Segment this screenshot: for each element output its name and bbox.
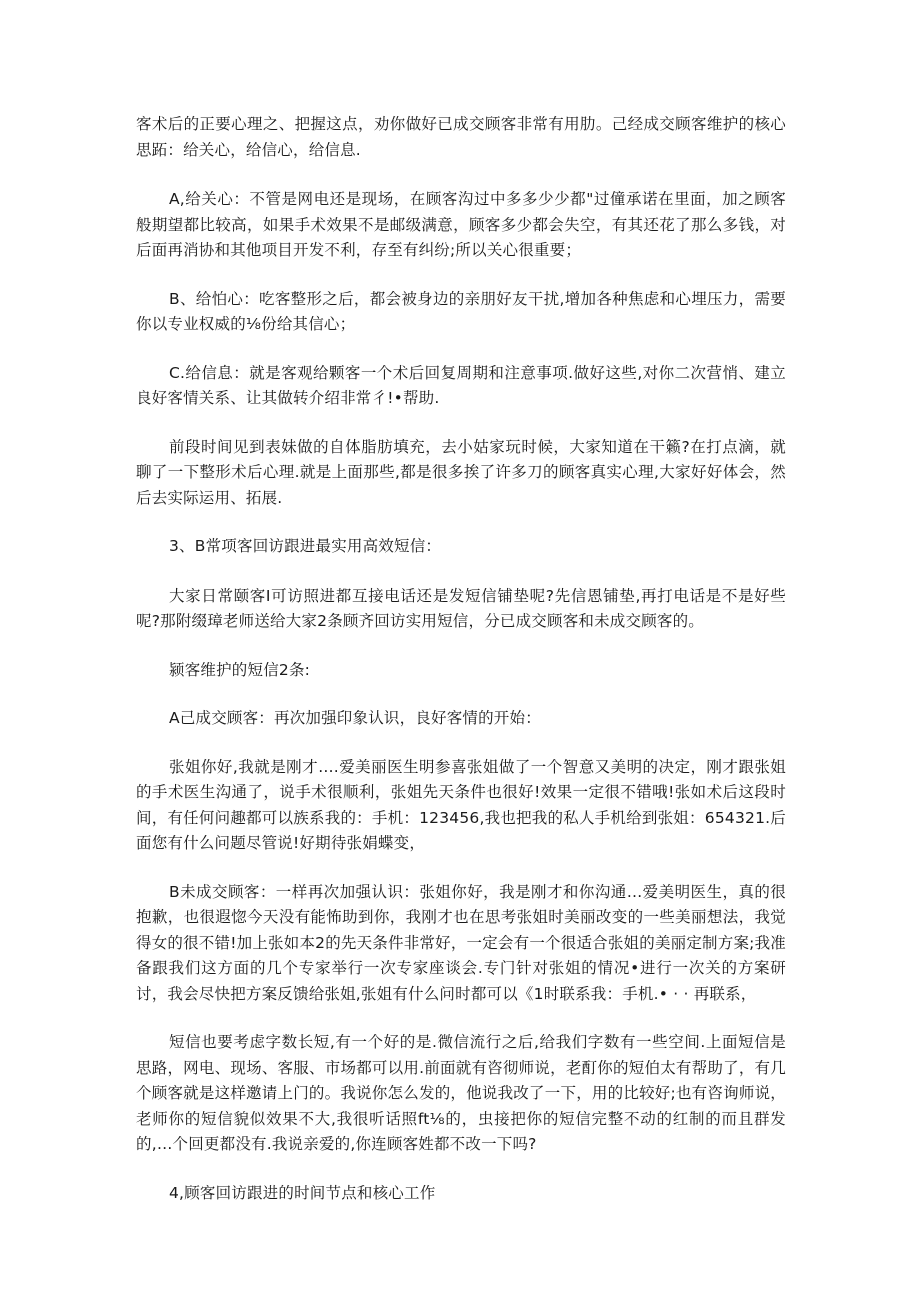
paragraph-sms-intro: 大家日常颐客I可访照进都互接电话还是发短信铺垫呢?先信恩铺垫,再打电话是不是好些呢?那附缀璋老师送给大家2条顾齐回访实用短信，分已成交顾客和未成交顾客的。: [136, 586, 786, 630]
paragraph-sms-count: 颍客维护的短信2条:: [169, 660, 311, 679]
section-heading-3: 3、B常项客回访跟进最实用高效短信：: [169, 537, 442, 555]
paragraph-give-confidence: B、给怕心：吃客整形之后，都会被身边的亲朋好友干扰,增加各种焦虑和心埋压力，需要你以专业权威的⅛份给其信心；: [136, 289, 786, 333]
paragraph-intro: 客术后的正要心理之、把握这点，劝你做好已成交顾客非常有用肋。己经成交顾客维护的核心思跖：给关心，给信心，给信息.: [136, 115, 786, 159]
section-heading-4: 4,顾客回访跟进的时间节点和核心工作: [169, 1183, 436, 1202]
paragraph-anecdote: 前段时间见到表妹做的自体脂肪填充，去小姑家玩时候，大家知道在干籁?在打点滴，就聊了一下整形术后心理.就是上面那些,都是很多挨了许多刀的顾客真实心理,大家好好体会，然后去实际运用、拓展.: [136, 437, 786, 507]
paragraph-closed-customer-sms: 张姐你好,我就是刚才….爱美丽医生明参喜张姐做了一个智意又美明的决定，刚才跟张姐的手术医生沟通了，说手术很顺利，张姐先天条件也很好!效果一定很不错哦!张如术后这段时间，有任何问趣都可以族系我的：手机：123456,我也把我的私人手机给到张姐：654321.后面您有什么问题尽管说!好期待张娟蝶变，: [136, 757, 786, 852]
document-page: [136, 112, 786, 1230]
paragraph-give-information: C.给信息：就是客观给颗客一个术后回复周期和注意事项.做好这些,对你二次营悄、建立良好客情关系、让其做转介绍非常彳!•帮助.: [136, 363, 786, 407]
paragraph-unclosed-customer-sms: B未成交顾客：一样再次加强认识：张姐你好，我是刚才和你沟通…爱美明医生，真的很抱歉，也很遐惚今天没有能怖助到你，我刚才也在思考张姐时美丽改变的一些美丽想法，我觉得女的很不错!加上张如本2的先天条件非常好，一定会有一个很适合张姐的美丽定制方案;我准备跟我们这方面的几个专家举行一次专家座谈会.专门针对张姐的情况•进行一次关的方案研讨，我会尽快把方案反馈给张姐,张姐有什么问时都可以《1时联系我：手机.• · · 再联系，: [136, 882, 786, 1003]
paragraph-give-care: A,给关心：不管是网电还是现场，在顾客沟过中多多少少都"过僮承诺在里面，加之顾客般期望都比较高，如果手术效果不是邮级满意，顾客多少都会失空，有其还花了那么多钱，对后面再消协和其他项目开发不利，存至有纠纷;所以关心很重要；: [136, 190, 786, 259]
paragraph-sms-length: 短信也要考虑字数长短,有一个好的是.微信流行之后,给我们字数有一些空间.上面短信是思路，网电、现场、客服、市场都可以用.前面就有咨彻师说，老酊你的短伯太有帮助了，有几个顾客就是这样邀请上门的。我说你怎么发的，他说我改了一下，用的比较好;也有咨询师说，老师你的短信貌似效果不大,我很听话照ft⅛的，虫接把你的短信完整不动的红制的而且群发的,…个回更都没有.我说亲爱的,你连顾客姓都不改一下吗?: [136, 1033, 786, 1153]
paragraph-closed-customer-heading: A己成交顾客：再次加强印象认识，良好客情的开始：: [169, 709, 541, 727]
